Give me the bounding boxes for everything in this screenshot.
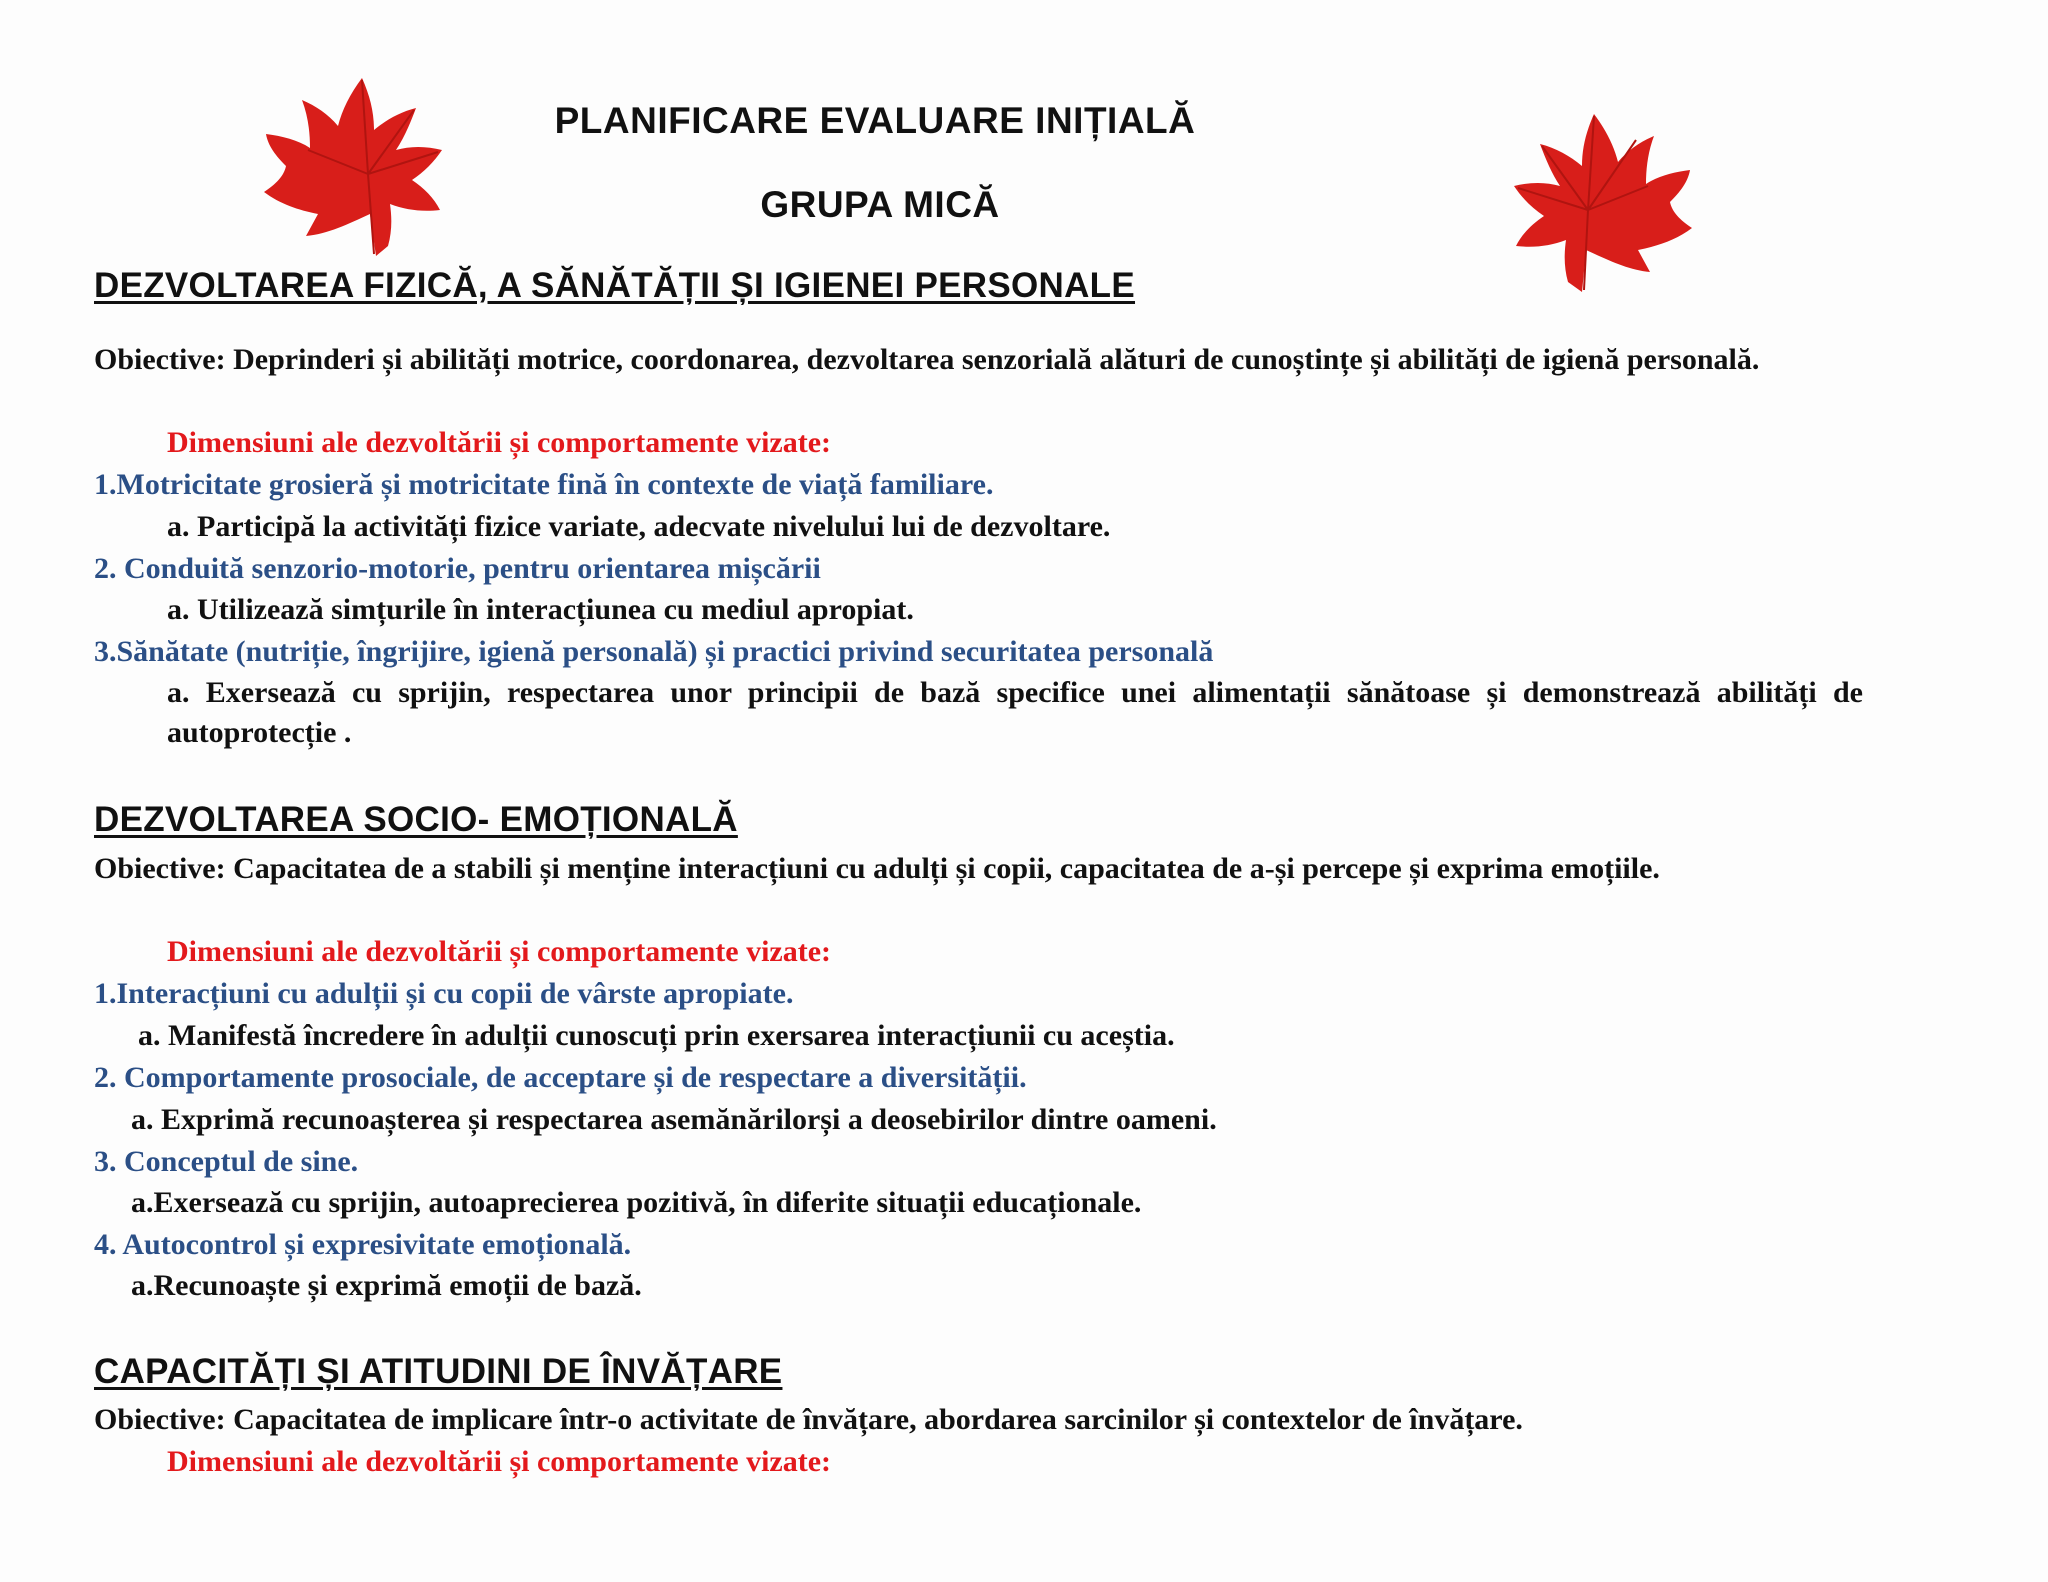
- dimension-behavior: a. Participă la activități fizice variate, adecvate nivelului lui de dezvoltare.: [167, 510, 1111, 543]
- dimension-title: 2. Conduită senzorio-motorie, pentru orientarea mișcării: [94, 552, 821, 585]
- dimension-title: 4. Autocontrol și expresivitate emoțională.: [94, 1228, 632, 1261]
- dimension-title: 3.Sănătate (nutriție, îngrijire, igienă personală) și practici privind securitatea personală: [94, 635, 1214, 668]
- maple-leaf-icon: [258, 64, 470, 260]
- dimension-behavior: a. Manifestă încredere în adulții cunoscuți prin exersarea interacțiunii cu aceștia.: [138, 1019, 1175, 1052]
- section-objectives: Obiective: Capacitatea de a stabili și menține interacțiuni cu adulți și copii, capacitatea de a-și percepe și exprima emoțiile.: [94, 852, 1660, 885]
- section-heading-learning: CAPACITĂȚI ȘI ATITUDINI DE ÎNVĂȚARE: [94, 1352, 783, 1391]
- dimension-behavior: a.Recunoaște și exprimă emoții de bază.: [131, 1269, 642, 1302]
- dimension-behavior: a. Exprimă recunoașterea și respectarea asemănărilorși a deosebirilor dintre oameni.: [131, 1103, 1217, 1136]
- dimension-title: 2. Comportamente prosociale, de acceptare și de respectare a diversității.: [94, 1061, 1027, 1094]
- dimension-behavior: a. Exersează cu sprijin, respectarea unor principii de bază specifice unei alimentații sănătoase și demonstrează abilități de autoprotecție .: [167, 676, 1863, 749]
- page-subtitle: GRUPA MICĂ: [760, 184, 1000, 225]
- page-title: PLANIFICARE EVALUARE INIȚIALĂ: [554, 100, 1196, 141]
- section-heading-socio-emotional: DEZVOLTAREA SOCIO- EMOȚIONALĂ: [94, 800, 738, 839]
- dimension-title: 1.Interacțiuni cu adulții și cu copii de vârste apropiate.: [94, 977, 794, 1010]
- section-objectives: Obiective: Capacitatea de implicare într-o activitate de învățare, abordarea sarcinilor și contextelor de învățare.: [94, 1403, 1523, 1436]
- section-heading-physical: DEZVOLTAREA FIZICĂ, A SĂNĂTĂȚII ȘI IGIENEI PERSONALE: [94, 266, 1136, 305]
- dimension-title: 1.Motricitate grosieră și motricitate fină în contexte de viață familiare.: [94, 468, 994, 501]
- dimension-title: 3. Conceptul de sine.: [94, 1145, 359, 1178]
- dimensions-label: Dimensiuni ale dezvoltării și comportamente vizate:: [167, 426, 832, 459]
- dimensions-label: Dimensiuni ale dezvoltării și comportamente vizate:: [167, 1445, 832, 1478]
- dimensions-label: Dimensiuni ale dezvoltării și comportamente vizate:: [167, 935, 832, 968]
- section-objectives: Obiective: Deprinderi și abilități motrice, coordonarea, dezvoltarea senzorială alături de cunoștințe și abilități de igienă personală.: [94, 343, 1760, 376]
- dimension-behavior: a.Exersează cu sprijin, autoaprecierea pozitivă, în diferite situații educaționale.: [131, 1186, 1142, 1219]
- dimension-behavior: a. Utilizează simțurile în interacțiunea cu mediul apropiat.: [167, 593, 914, 626]
